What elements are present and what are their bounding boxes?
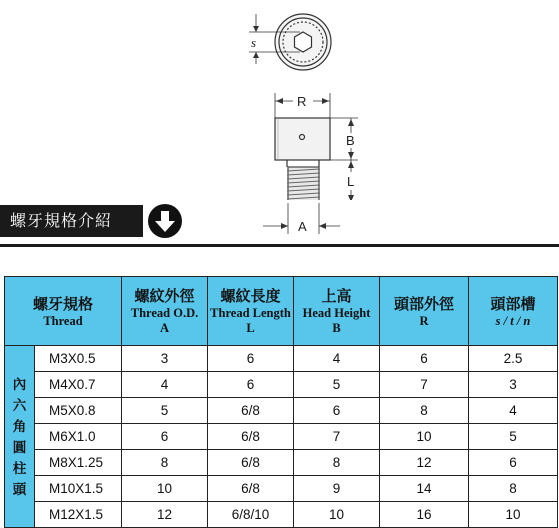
screw-dimension-diagram <box>0 0 559 200</box>
table-row <box>5 346 558 372</box>
table-cell: 14 <box>380 476 469 502</box>
header-head-height <box>294 277 380 346</box>
arrow-down-circle-icon[interactable] <box>147 203 183 239</box>
header-symbol: s / t / n <box>495 313 531 328</box>
header-en: Head Height <box>302 306 371 320</box>
table-cell: 10 <box>380 424 469 450</box>
cell-thread-size: M4X0.7 <box>35 372 122 398</box>
label-R: R <box>297 94 307 109</box>
table-cell: 6/8 <box>208 476 294 502</box>
header-symbol: R <box>419 313 429 328</box>
table-cell: 6/8 <box>208 424 294 450</box>
side-label-char: 角 <box>12 418 27 434</box>
table-row <box>5 476 558 502</box>
thread-spec-table <box>4 276 558 528</box>
table-cell: 10 <box>294 502 380 528</box>
cell-thread-size: M8X1.25 <box>35 450 122 476</box>
table-cell: 6/8 <box>208 450 294 476</box>
table-cell: 3 <box>469 372 558 398</box>
cell-thread-size: M5X0.8 <box>35 398 122 424</box>
header-thread-length <box>208 277 294 346</box>
header-en: Thread O.D. <box>130 306 199 320</box>
header-thread-od <box>122 277 208 346</box>
cell-thread-size: M12X1.5 <box>35 502 122 528</box>
header-en: Thread Length <box>210 306 291 320</box>
table-cell: 6 <box>294 398 380 424</box>
table-header-row <box>5 277 558 346</box>
table-cell: 16 <box>380 502 469 528</box>
header-zh: 螺牙規格 <box>33 294 94 313</box>
header-head-slot <box>469 277 558 346</box>
cell-thread-size: M3X0.5 <box>35 346 122 372</box>
header-en: Thread <box>43 313 83 328</box>
table-cell: 5 <box>122 398 208 424</box>
header-symbol: A <box>160 321 170 335</box>
side-label <box>5 346 35 528</box>
label-L: L <box>347 174 355 189</box>
header-zh: 上高 <box>321 287 352 305</box>
table-cell: 4 <box>122 372 208 398</box>
side-label-char: 柱 <box>12 460 27 476</box>
table-cell: 12 <box>380 450 469 476</box>
table-cell: 7 <box>294 424 380 450</box>
table-cell: 7 <box>380 372 469 398</box>
table-cell: 5 <box>294 372 380 398</box>
header-symbol: L <box>246 321 255 335</box>
header-zh: 頭部槽 <box>490 294 536 313</box>
section-divider <box>0 244 559 247</box>
label-s: s <box>251 35 257 50</box>
table-cell: 6 <box>208 346 294 372</box>
table-cell: 4 <box>294 346 380 372</box>
side-label-char: 圓 <box>12 439 27 455</box>
table-cell: 6/8 <box>208 398 294 424</box>
table-row <box>5 424 558 450</box>
side-label-char: 六 <box>12 397 27 413</box>
table-cell: 8 <box>294 450 380 476</box>
table-row <box>5 398 558 424</box>
table-cell: 3 <box>122 346 208 372</box>
header-zh: 頭部外徑 <box>394 294 455 313</box>
table-cell: 6 <box>469 450 558 476</box>
cell-thread-size: M10X1.5 <box>35 476 122 502</box>
table-cell: 2.5 <box>469 346 558 372</box>
side-label-char: 內 <box>12 376 27 392</box>
header-head-od <box>380 277 469 346</box>
table-cell: 4 <box>469 398 558 424</box>
header-zh: 螺紋外徑 <box>134 287 195 305</box>
label-A: A <box>298 219 307 234</box>
table-cell: 8 <box>122 450 208 476</box>
table-cell: 12 <box>122 502 208 528</box>
table-cell: 6 <box>122 424 208 450</box>
table-cell: 10 <box>122 476 208 502</box>
table-cell: 6/8/10 <box>208 502 294 528</box>
label-B: B <box>346 133 355 148</box>
side-label-char: 頭 <box>12 481 27 497</box>
table-cell: 5 <box>469 424 558 450</box>
table-cell: 10 <box>469 502 558 528</box>
table-row <box>5 372 558 398</box>
section-title: 螺牙規格介紹 <box>0 205 143 237</box>
top-view <box>249 14 331 70</box>
table-cell: 6 <box>208 372 294 398</box>
table-cell: 8 <box>380 398 469 424</box>
table-cell: 6 <box>380 346 469 372</box>
header-symbol: B <box>332 321 341 335</box>
header-zh: 螺紋長度 <box>220 287 281 305</box>
table-cell: 8 <box>469 476 558 502</box>
header-thread <box>5 277 122 346</box>
table-row <box>5 450 558 476</box>
table-cell: 9 <box>294 476 380 502</box>
cell-thread-size: M6X1.0 <box>35 424 122 450</box>
